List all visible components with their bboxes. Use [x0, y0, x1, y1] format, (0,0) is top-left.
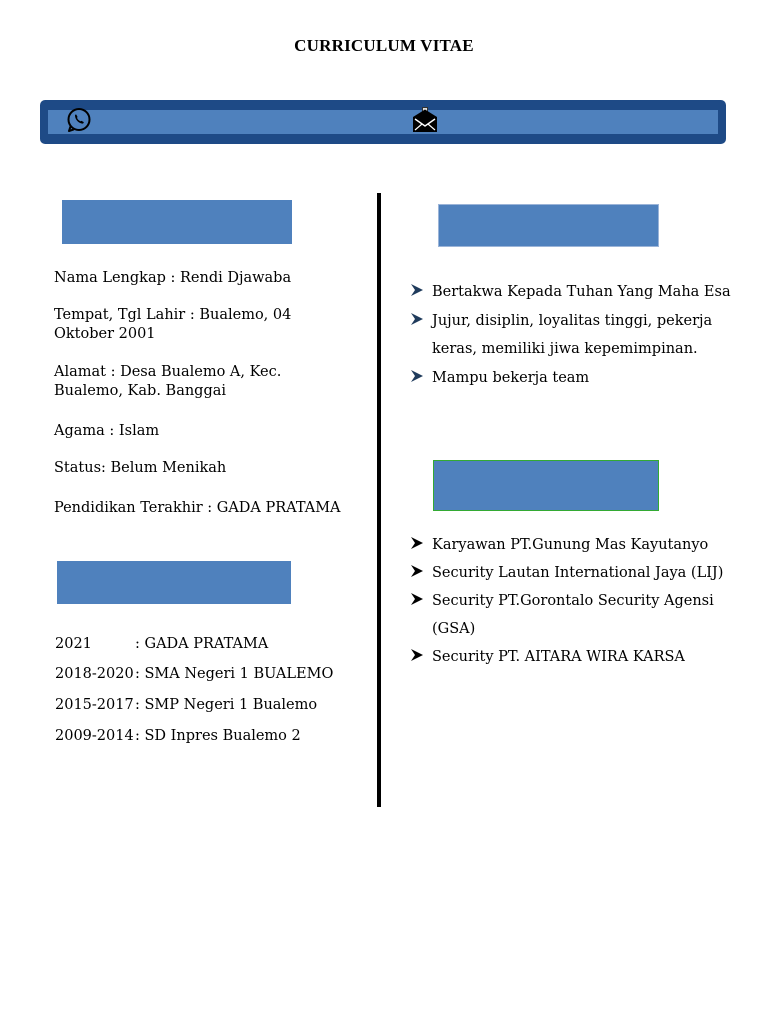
page-title: CURRICULUM VITAE — [294, 36, 474, 55]
education-school: : SMP Negeri 1 Bualemo — [135, 697, 318, 713]
arrow-bullet-icon — [410, 369, 424, 383]
list-item — [410, 559, 755, 587]
list-item — [410, 587, 755, 643]
personal-birth: Tempat, Tgl Lahir : Bualemo, 04 Oktober 2001 — [54, 307, 292, 342]
whatsapp-icon — [65, 106, 93, 134]
experience-text: Security Lautan International Jaya (LIJ) — [432, 565, 724, 581]
education-heading-box — [57, 561, 291, 604]
arrow-bullet-icon — [410, 592, 424, 606]
quality-text: Bertakwa Kepada Tuhan Yang Maha Esa — [432, 284, 731, 300]
contact-bar-inner — [48, 110, 718, 134]
arrow-bullet-icon — [410, 312, 424, 326]
education-year: 2021 — [55, 636, 92, 652]
experience-heading-box — [433, 460, 659, 511]
education-year: 2018-2020 — [55, 666, 134, 682]
list-item — [410, 643, 755, 671]
education-year: 2009-2014 — [55, 728, 134, 744]
experience-text: Karyawan PT.Gunung Mas Kayutanyo — [432, 537, 709, 553]
personal-address: Alamat : Desa Bualemo A, Kec. Bualemo, Kab. Banggai — [54, 364, 282, 399]
personal-heading-box — [62, 200, 292, 244]
education-row — [55, 696, 317, 715]
personal-last-education: Pendidikan Terakhir : GADA PRATAMA — [54, 500, 341, 516]
education-school: : SD Inpres Bualemo 2 — [135, 728, 301, 744]
personal-religion: Agama : Islam — [54, 423, 160, 439]
quality-text: Jujur, disiplin, loyalitas tinggi, pekerja keras, memiliki jiwa kepemimpinan. — [432, 313, 713, 357]
qualities-heading-box — [438, 204, 659, 247]
mail-icon — [411, 106, 439, 134]
education-school: : SMA Negeri 1 BUALEMO — [135, 666, 334, 682]
contact-bar — [40, 100, 726, 144]
experience-text: Security PT. AITARA WIRA KARSA — [432, 649, 685, 665]
list-item — [410, 364, 755, 392]
education-school: : GADA PRATAMA — [135, 636, 269, 652]
qualities-list — [410, 278, 755, 393]
quality-text: Mampu bekerja team — [432, 370, 590, 386]
education-row — [55, 727, 301, 746]
arrow-bullet-icon — [410, 283, 424, 297]
column-divider — [377, 193, 381, 807]
education-year: 2015-2017 — [55, 697, 134, 713]
list-item — [410, 531, 755, 559]
personal-name: Nama Lengkap : Rendi Djawaba — [54, 270, 292, 286]
experience-list — [410, 531, 755, 671]
experience-text: Security PT.Gorontalo Security Agensi (GSA) — [432, 593, 714, 637]
arrow-bullet-icon — [410, 536, 424, 550]
education-row — [55, 665, 333, 684]
education-row — [55, 635, 268, 654]
list-item — [410, 307, 755, 363]
arrow-bullet-icon — [410, 648, 424, 662]
arrow-bullet-icon — [410, 564, 424, 578]
list-item — [410, 278, 755, 306]
personal-status: Status: Belum Menikah — [54, 460, 227, 476]
